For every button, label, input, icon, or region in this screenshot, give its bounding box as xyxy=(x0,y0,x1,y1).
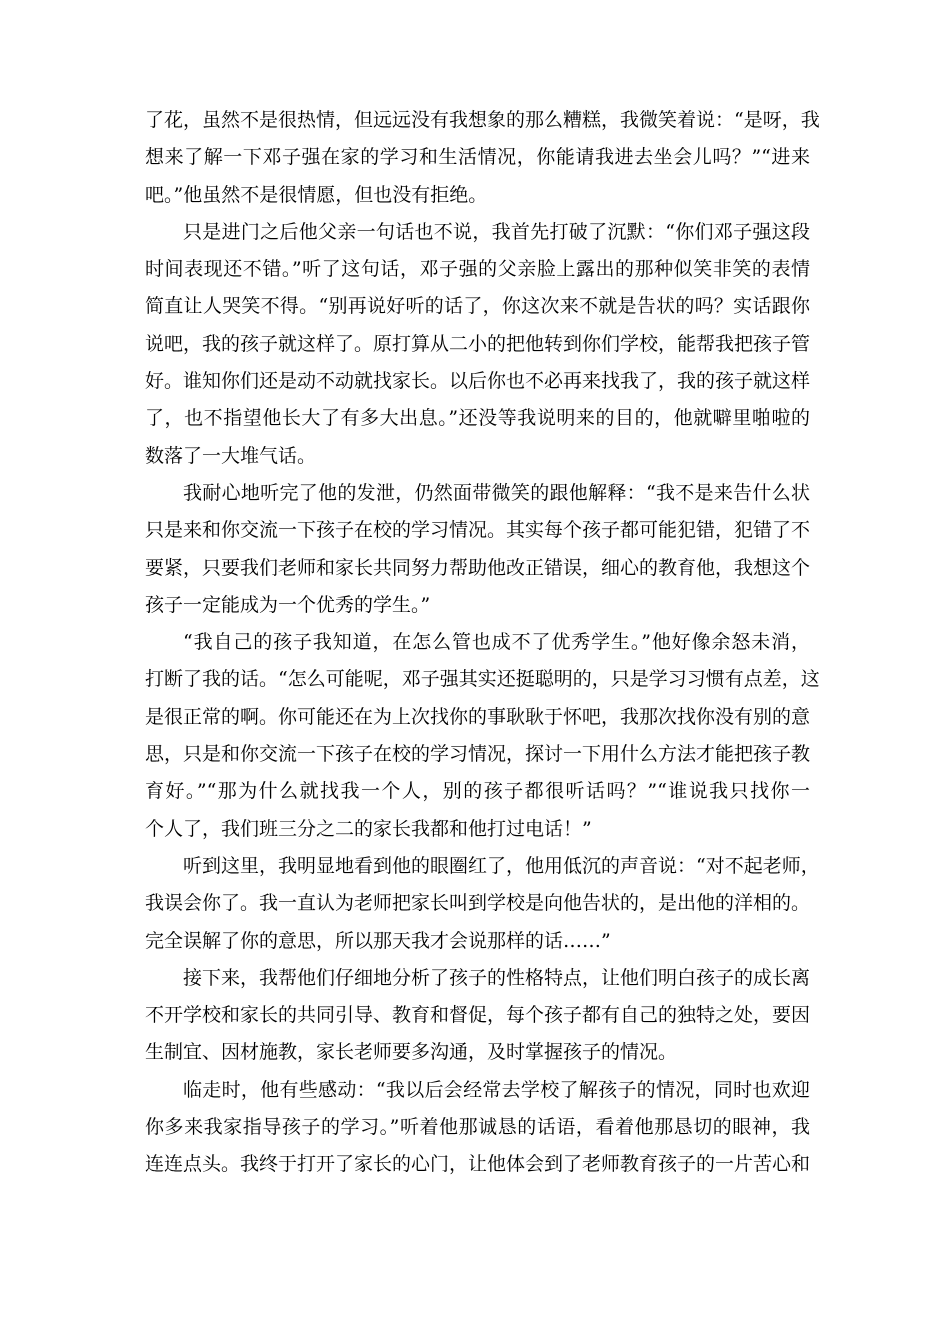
text-line: 孩子一定能成为一个优秀的学生。” xyxy=(145,593,431,616)
text-line: 吧。”他虽然不是很情愿，但也没有拒绝。 xyxy=(145,183,488,206)
text-line: 我耐心地听完了他的发泄，仍然面带微笑的跟他解释：“我不是来告什么状 xyxy=(183,481,810,504)
text-line: 连连点头。我终于打开了家长的心门，让他体会到了老师教育孩子的一片苦心和 xyxy=(145,1153,811,1176)
text-line: 了，也不指望他长大了有多大出息。”还没等我说明来的目的，他就噼里啪啦的 xyxy=(145,407,810,430)
text-line: 生制宜、因材施教，家长老师要多沟通，及时掌握孩子的情况。 xyxy=(145,1041,678,1064)
text-line: 是很正常的啊。你可能还在为上次找你的事耿耿于怀吧，我那次找你没有别的意 xyxy=(145,705,811,728)
text-line: 你多来我家指导孩子的学习。”听着他那诚恳的话语，看着他那恳切的眼神，我 xyxy=(145,1116,810,1139)
text-line: 好。谁知你们还是动不动就找家长。以后你也不必再来找我了，我的孩子就这样 xyxy=(145,370,811,393)
body-text xyxy=(145,102,820,1184)
text-line: 简直让人哭笑不得。“别再说好听的话了，你这次来不就是告状的吗？实话跟你 xyxy=(145,295,810,318)
text-line: 说吧，我的孩子就这样了。原打算从二小的把他转到你们学校，能帮我把孩子管 xyxy=(145,332,811,355)
text-line: “我自己的孩子我知道，在怎么管也成不了优秀学生。”他好像余怒未消， xyxy=(183,631,810,654)
text-line: 时间表现还不错。”听了这句话，邓子强的父亲脸上露出的那种似笑非笑的表情 xyxy=(145,258,810,281)
text-line: 不开学校和家长的共同引导、教育和督促，每个孩子都有自己的独特之处，要因 xyxy=(145,1004,811,1027)
text-line: 只是进门之后他父亲一句话也不说，我首先打破了沉默：“你们邓子强这段 xyxy=(183,220,810,243)
text-line: 个人了，我们班三分之二的家长我都和他打过电话！” xyxy=(145,817,592,840)
text-line: 只是来和你交流一下孩子在校的学习情况。其实每个孩子都可能犯错，犯错了不 xyxy=(145,519,811,542)
text-line: 思，只是和你交流一下孩子在校的学习情况，探讨一下用什么方法才能把孩子教 xyxy=(145,743,811,766)
text-line: 数落了一大堆气话。 xyxy=(145,444,317,467)
text-line: 我误会你了。我一直认为老师把家长叫到学校是向他告状的，是出他的洋相的。 xyxy=(145,892,811,915)
text-line: 了花，虽然不是很热情，但远远没有我想象的那么糟糕，我微笑着说：“是呀，我 xyxy=(145,109,820,131)
text-line: 育好。”“那为什么就找我一个人，别的孩子都很听话吗？”“谁说我只找你一 xyxy=(145,780,810,803)
text-line: 听到这里，我明显地看到他的眼圈红了，他用低沉的声音说：“对不起老师， xyxy=(183,854,820,877)
text-line: 临走时，他有些感动：“我以后会经常去学校了解孩子的情况，同时也欢迎 xyxy=(183,1078,810,1101)
text-line: 想来了解一下邓子强在家的学习和生活情况，你能请我进去坐会儿吗？”“进来 xyxy=(145,146,810,169)
text-line: 要紧，只要我们老师和家长共同努力帮助他改正错误，细心的教育他，我想这个 xyxy=(145,556,811,579)
text-line: 打断了我的话。“怎么可能呢，邓子强其实还挺聪明的，只是学习习惯有点差，这 xyxy=(145,668,820,691)
text-line: 完全误解了你的意思，所以那天我才会说那样的话……” xyxy=(145,929,611,952)
text-line: 接下来，我帮他们仔细地分析了孩子的性格特点，让他们明白孩子的成长离 xyxy=(183,966,811,989)
